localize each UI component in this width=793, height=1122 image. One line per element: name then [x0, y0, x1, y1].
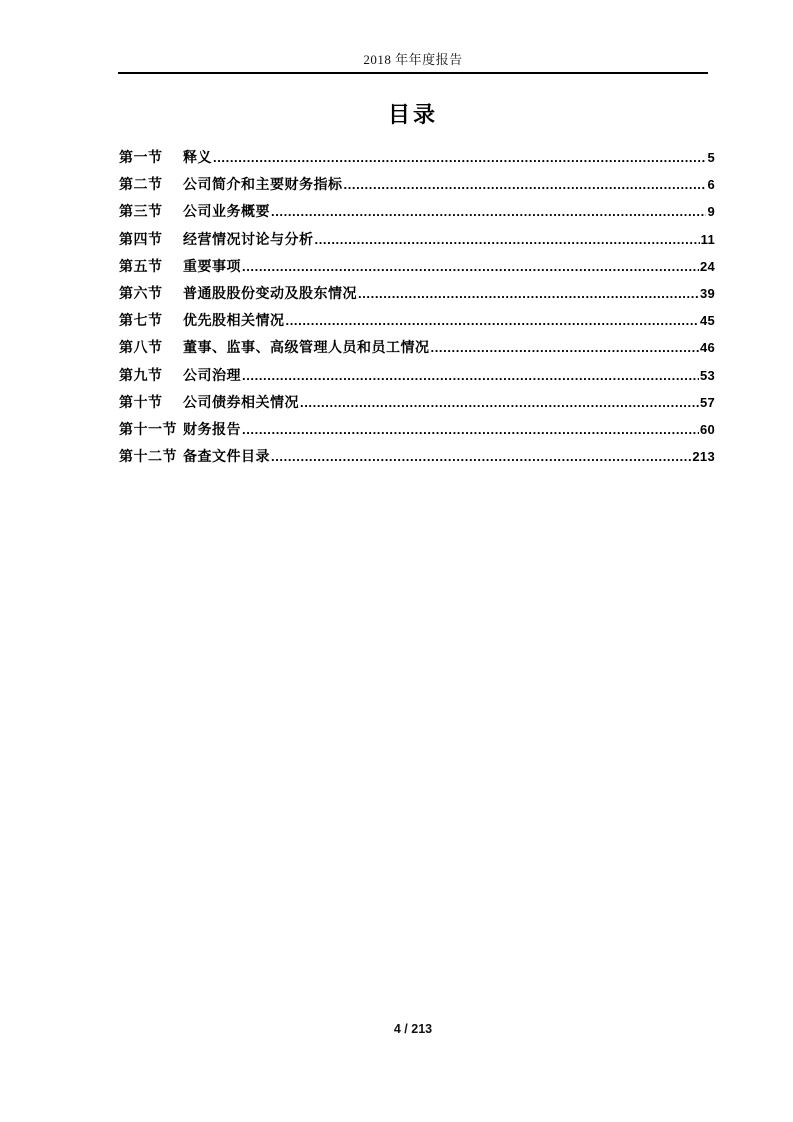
dot-leader: [213, 144, 706, 171]
toc-entry-section: 第十节: [119, 393, 163, 410]
toc-entry[interactable]: [119, 144, 715, 171]
toc-entry[interactable]: [119, 334, 715, 361]
toc-entry-title: 董事、监事、高级管理人员和员工情况: [183, 339, 430, 356]
dot-leader: [358, 280, 699, 307]
toc-heading: 目录: [387, 102, 438, 127]
report-title: 2018 年年度报告: [363, 52, 463, 67]
toc-entry-title: 备查文件目录: [183, 448, 270, 465]
dot-leader: [242, 416, 699, 443]
toc-entry-section: 第八节: [119, 339, 163, 356]
toc-entry-title: 普通股股份变动及股东情况: [183, 284, 357, 301]
toc-entry-title: 公司简介和主要财务指标: [183, 176, 343, 193]
dot-leader: [300, 389, 699, 416]
toc-entry-page: 57: [699, 394, 715, 410]
toc-entry-page: 39: [699, 285, 715, 301]
running-header: [118, 0, 708, 74]
toc-entry-title: 经营情况讨论与分析: [183, 230, 314, 247]
dot-leader: [286, 307, 699, 334]
toc-entry[interactable]: [119, 198, 715, 225]
dot-leader: [242, 362, 699, 389]
toc-entry-page: 45: [699, 313, 715, 329]
toc-entry[interactable]: [119, 226, 715, 253]
toc-entry[interactable]: [119, 443, 715, 470]
toc-entry-title: 优先股相关情况: [183, 312, 285, 329]
dot-leader: [242, 253, 699, 280]
page-number-indicator: 4 / 213: [393, 1022, 433, 1036]
toc-entry-page: 9: [707, 204, 715, 220]
toc-entry[interactable]: [119, 416, 715, 443]
toc-entry-section: 第二节: [119, 176, 163, 193]
toc-entry-section: 第五节: [119, 257, 163, 274]
toc-entry[interactable]: [119, 280, 715, 307]
toc-entry-section: 第七节: [119, 312, 163, 329]
toc-entry[interactable]: [119, 171, 715, 198]
toc-entry-page: 11: [700, 231, 715, 247]
toc-entry-title: 公司业务概要: [183, 203, 270, 220]
toc-entry-title: 重要事项: [183, 257, 241, 274]
toc-entry-title: 释义: [183, 149, 212, 165]
dot-leader: [271, 198, 706, 225]
dot-leader: [344, 171, 707, 198]
toc-entry-title: 公司债券相关情况: [183, 393, 299, 410]
toc-entry-page: 213: [692, 449, 715, 465]
toc-entry-section: 第四节: [119, 230, 163, 247]
toc-entry-section: 第十二节: [119, 448, 177, 465]
toc-entry-title: 公司治理: [183, 366, 241, 383]
toc-entry-page: 24: [699, 258, 715, 274]
dot-leader: [271, 443, 691, 470]
toc-entry[interactable]: [119, 307, 715, 334]
toc-entry-page: 5: [707, 150, 715, 165]
toc-entry-title: 财务报告: [183, 420, 241, 437]
toc-entry-section: 第六节: [119, 284, 163, 301]
toc-entry-page: 6: [707, 177, 715, 193]
toc-entry-section: 第九节: [119, 366, 163, 383]
toc-entry-page: 46: [699, 340, 715, 356]
toc-entry-section: 第三节: [119, 203, 163, 220]
toc-entry[interactable]: [119, 389, 715, 416]
toc-entry-section: 第十一节: [119, 420, 177, 437]
toc-entry[interactable]: [119, 253, 715, 280]
toc-entry-page: 60: [699, 421, 715, 437]
toc-list: [119, 144, 715, 470]
toc-entry-section: 第一节: [119, 149, 163, 165]
dot-leader: [315, 226, 700, 253]
toc-entry[interactable]: [119, 362, 715, 389]
dot-leader: [431, 334, 699, 361]
toc-entry-page: 53: [699, 367, 715, 383]
